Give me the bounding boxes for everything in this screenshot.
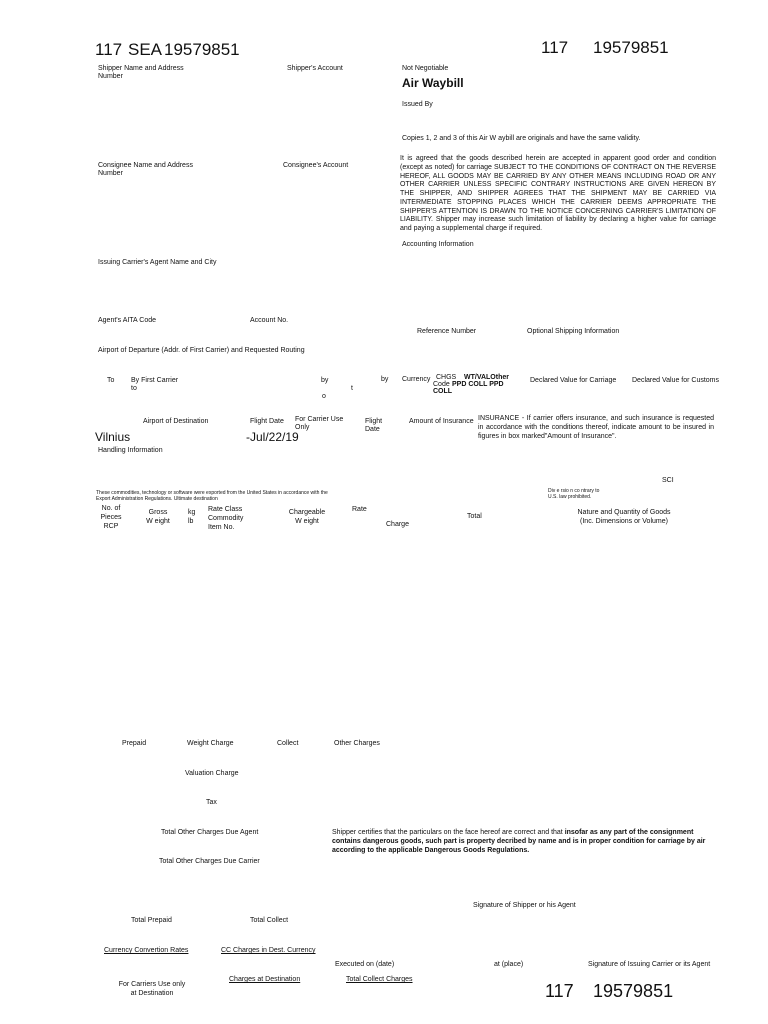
cc-charges-label: CC Charges in Dest. Currency [221, 947, 316, 954]
total-other-charges-carrier-label: Total Other Charges Due Carrier [159, 858, 260, 865]
total-collect-charges-label: Total Collect Charges [346, 976, 413, 983]
shipper-certification [332, 829, 718, 855]
col-kg-lb: kg lb [188, 509, 196, 525]
airport-destination-value: Vilnius [95, 430, 131, 444]
awb-prefix-footer: 117 [545, 981, 574, 1001]
col-no-of-pieces: No. of Pieces RCP [100, 505, 122, 530]
col-charge: Charge [386, 521, 409, 528]
signature-shipper-label: Signature of Shipper or his Agent [473, 902, 576, 909]
declared-value-customs-label: Declared Value for Customs [632, 377, 720, 384]
air-waybill-title: Air Waybill [402, 76, 464, 90]
issued-by-label: Issued By [402, 101, 433, 108]
certification-text-bold: insofar as any part of the consignment contains dangerous goods, such part is property decribed by name and is in proper condition for carriage by air according to the applicable Dangerous Goods Regulations. [332, 829, 706, 854]
declared-value-carriage-label: Declared Value for Carriage [530, 377, 617, 384]
valuation-charge-label: Valuation Charge [185, 770, 239, 777]
optional-shipping-label: Optional Shipping Information [527, 328, 620, 335]
routing-by-1: by [321, 377, 329, 384]
departure-routing-label: Airport of Departure (Addr. of First Carrier) and Requested Routing [98, 347, 305, 354]
weight-charge-label: Weight Charge [187, 740, 234, 747]
agent-iata-code-label: Agent's AITA Code [98, 317, 157, 324]
col-chargeable-weight: Chargeable W eight [288, 509, 326, 525]
flight-date-label-2: Flight Date [365, 418, 383, 434]
amount-of-insurance-label: Amount of Insurance [409, 418, 474, 425]
routing-letter-t: t [351, 385, 353, 392]
copies-note: Copies 1, 2 and 3 of this Air W aybill are originals and have the same validity. [402, 135, 641, 142]
chgs-code-label: Code [433, 381, 450, 388]
chgs-label: CHGS [436, 374, 457, 381]
awb-number-right: 19579851 [593, 38, 669, 57]
collect-label: Collect [277, 740, 299, 747]
conditions-of-contract: It is agreed that the goods described herein are accepted in apparent good order and condition (except as noted) for carriage SUBJECT TO THE CONDITIONS OF CONTRACT ON THE REVERSE HEREOF, ALL GOODS MAY BE CARRIED BY ANY OTHER MEANS INCLUDING ROAD OR ANY OTHER CARRIER UNLESS SPECIFIC CONTRARY INSTRUCTIONS ARE GIVEN HEREON BY THE SHIPPER, AND SHIPPER AGREES THAT THE SHIPMENT MAY BE CARRIED VIA INTERMEDIATE STOPPING PLACES WHICH THE CARRIER DEEMS APPROPRIATE THE SHIPPER'S ATTENTION IS DRAWN TO THE NOTICE CONCERNING CARRIER'S LIMITATION OF LIABILITY. Shipper may increase such limitation of liability by declaring a higher value for carriage and paying a supplemental charge if required. [400, 155, 716, 232]
col-total: Total [467, 513, 482, 520]
shipper-account-label: Shipper's Account [287, 65, 343, 72]
issuing-agent-label: Issuing Carrier's Agent Name and City [98, 259, 217, 266]
carrier-use-only-label: For Carrier Use Only [295, 416, 344, 432]
at-place-label: at (place) [494, 961, 524, 968]
charges-at-destination-label: Charges at Destination [229, 976, 301, 983]
routing-to-sub: to [131, 385, 137, 392]
carriers-use-destination-label: For Carriers Use only at Destination [118, 981, 186, 998]
flight-date-label: Flight Date [250, 418, 284, 425]
flight-date-value: -Jul/22/19 [246, 430, 299, 444]
diversion-note: Div e rsio n co ntrary to U.S. law prohibited. [548, 488, 600, 500]
sci-label: SCI [662, 477, 674, 484]
col-rate: Rate [352, 506, 367, 513]
awb-prefix-right: 117 [541, 38, 569, 57]
routing-letter-o: o [322, 393, 326, 400]
coll-label: COLL [433, 388, 453, 395]
total-collect-label: Total Collect [250, 917, 289, 924]
accounting-information-label: Accounting Information [402, 241, 474, 248]
account-no-label: Account No. [250, 317, 289, 324]
prepaid-label: Prepaid [122, 740, 147, 747]
export-regulations-note: These commodities, technology or software were exported from the United States in accordance with the Export Administration Regulations. Ultimate destination [96, 490, 328, 503]
col-nature-quantity: Nature and Quantity of Goods (Inc. Dimensions or Volume) [577, 509, 671, 525]
col-gross-weight: Gross W eight [146, 509, 170, 525]
signature-carrier-label: Signature of Issuing Carrier or its Agent [588, 961, 711, 968]
insurance-note: INSURANCE - If carrier offers insurance, and such insurance is requested in accordance with the conditions thereof, indicate amount to be insured in figures in box marked"Amount of Insurance". [478, 415, 714, 440]
wt-val-other-label: WT/VALOther [464, 374, 509, 381]
reference-number-label: Reference Number [417, 328, 477, 335]
currency-conversion-label: Currency Convertion Rates [104, 947, 189, 954]
ppd-coll-ppd-label: PPD COLL PPD [452, 381, 504, 388]
routing-by-2: by [381, 376, 389, 383]
other-charges-label: Other Charges [334, 740, 380, 747]
awb-number-left: 19579851 [164, 40, 240, 59]
consignee-account-label: Consignee's Account [283, 162, 349, 169]
routing-to-label: To [107, 377, 115, 384]
awb-number-footer: 19579851 [593, 981, 674, 1001]
currency-label: Currency [402, 376, 431, 383]
col-rate-class: Rate Class Commodity Item No. [208, 506, 244, 531]
awb-prefix-left: 117 [95, 40, 123, 59]
executed-on-label: Executed on (date) [335, 961, 395, 968]
not-negotiable-label: Not Negotiable [402, 65, 449, 72]
certification-text: Shipper certifies that the particulars on the face hereof are correct and that [332, 829, 565, 836]
shipper-name-address-label: Shipper Name and Address Number [98, 65, 184, 81]
by-first-carrier-label: By First Carrier [131, 377, 179, 384]
total-other-charges-agent-label: Total Other Charges Due Agent [161, 829, 259, 836]
consignee-name-address-label: Consignee Name and Address Number [98, 162, 193, 178]
handling-information-label: Handling Information [98, 447, 163, 454]
airport-destination-label: Airport of Destination [143, 418, 209, 425]
awb-origin-code: SEA [128, 40, 163, 59]
total-prepaid-label: Total Prepaid [131, 917, 172, 924]
tax-label: Tax [206, 799, 217, 806]
